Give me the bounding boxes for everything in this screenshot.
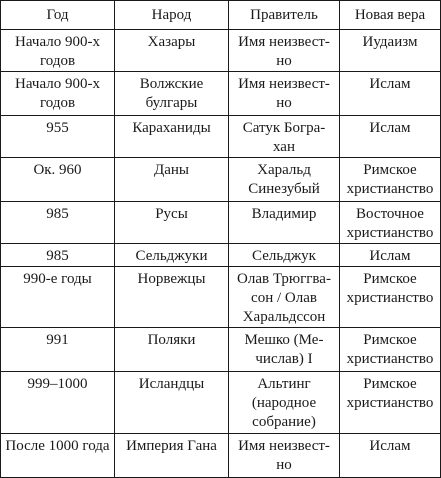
header-ruler: Правитель [229, 1, 340, 30]
faith-cell: Ислам [340, 244, 441, 267]
faith-cell: Римское христианство [340, 158, 441, 202]
ruler-cell: Харальд Синезубый [229, 158, 340, 202]
table-row [1, 328, 441, 372]
table-row [1, 244, 441, 267]
year-cell: 985 [1, 202, 115, 244]
year-cell: После 1000 года [1, 434, 115, 478]
year-cell: Начало 900-х годов [1, 30, 115, 72]
year-cell: 985 [1, 244, 115, 267]
ruler-cell: Владимир [229, 202, 340, 244]
faith-cell: Римское христианство [340, 372, 441, 434]
table-row [1, 434, 441, 478]
people-cell: Поляки [115, 328, 229, 372]
table-row [1, 202, 441, 244]
header-year: Год [1, 1, 115, 30]
year-cell: 991 [1, 328, 115, 372]
table-row [1, 158, 441, 202]
people-cell: Хазары [115, 30, 229, 72]
table-row [1, 72, 441, 116]
people-cell: Даны [115, 158, 229, 202]
ruler-cell: Сельджук [229, 244, 340, 267]
ruler-cell: Имя неизвест-но [229, 434, 340, 478]
table-row [1, 30, 441, 72]
table-row [1, 372, 441, 434]
table-row [1, 116, 441, 158]
faith-cell: Римское христианство [340, 328, 441, 372]
ruler-cell: Имя неизвест-но [229, 30, 340, 72]
ruler-cell: Альтинг (народное собрание) [229, 372, 340, 434]
header-people: Народ [115, 1, 229, 30]
people-cell: Норвежцы [115, 267, 229, 328]
faith-cell: Римское христианство [340, 267, 441, 328]
year-cell: 990-е годы [1, 267, 115, 328]
faith-cell: Ислам [340, 116, 441, 158]
people-cell: Русы [115, 202, 229, 244]
ruler-cell: Олав Трюггва-сон / Олав Харальдссон [229, 267, 340, 328]
people-cell: Сельджуки [115, 244, 229, 267]
header-new-faith: Новая вера [340, 1, 441, 30]
people-cell: Караханиды [115, 116, 229, 158]
year-cell: Ок. 960 [1, 158, 115, 202]
faith-cell: Восточное христианство [340, 202, 441, 244]
year-cell: Начало 900-х годов [1, 72, 115, 116]
people-cell: Волжские булгары [115, 72, 229, 116]
year-cell: 955 [1, 116, 115, 158]
ruler-cell: Мешко (Ме-числав) I [229, 328, 340, 372]
faith-cell: Ислам [340, 72, 441, 116]
faith-cell: Ислам [340, 434, 441, 478]
table-row [1, 267, 441, 328]
ruler-cell: Сатук Богра-хан [229, 116, 340, 158]
ruler-cell: Имя неизвест-но [229, 72, 340, 116]
faith-cell: Иудаизм [340, 30, 441, 72]
people-cell: Исландцы [115, 372, 229, 434]
people-cell: Империя Гана [115, 434, 229, 478]
year-cell: 999–1000 [1, 372, 115, 434]
header-row [1, 1, 441, 30]
